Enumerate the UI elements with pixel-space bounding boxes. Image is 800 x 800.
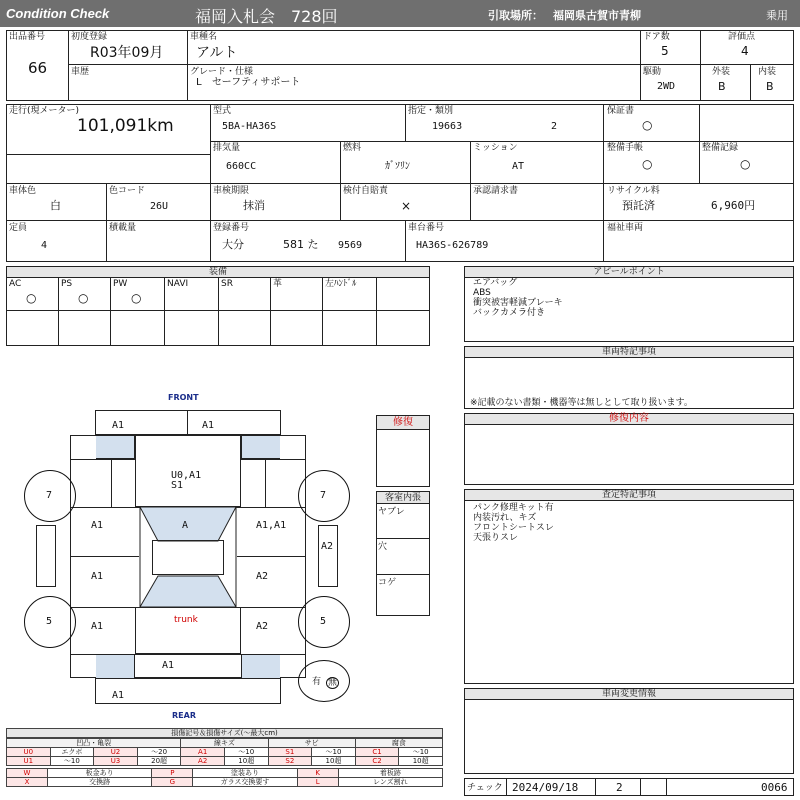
chassis-label: 車台番号 [408,223,445,233]
legend-desc: 交換跡 [48,778,152,787]
transmission: AT [512,161,525,172]
spare-no: 無 [328,678,338,688]
equipment-header: PW [113,279,128,289]
legend-desc: 〜10 [312,748,356,757]
color: 白 [50,199,61,212]
model-code: 5BA-HA36S [222,121,277,132]
mileage: 101,091km [77,116,174,136]
mileage-label: 走行(現メーター) [9,106,80,116]
warranty-label: 保証書 [607,106,635,116]
inspection-note-line: フロントシートスレ [473,523,554,533]
displacement-label: 排気量 [213,143,241,153]
history-label: 車歴 [71,67,90,77]
legend-group: 腐食 [355,739,442,748]
grade-label: グレード・仕様 [190,67,254,77]
plate-class: 581 た [283,238,319,251]
category-label: 乗用 [766,9,788,22]
exterior: B [718,80,726,93]
equipment-header: AC [9,279,22,289]
equipment-title: 装備 [7,267,429,278]
record: ○ [740,157,751,171]
exterior-label: 外装 [712,67,731,77]
first-reg-label: 初度登録 [71,32,108,42]
appeal-line: エアバッグ [473,278,518,288]
cabin-row-tear: ヤブレ [378,507,405,517]
tire-rr-value: 5 [320,616,327,627]
special-note: ※記載のない書類・機器等は無しとして取り扱います。 [470,398,693,408]
welfare-label: 福祉車両 [607,223,644,233]
inspection-note-line: パンク修理キット有 [473,503,554,513]
grade-right-door-rear: A2 [256,621,269,632]
legend-title: 損傷記号＆損傷サイズ(〜最大cm) [6,728,443,738]
legend-code: P [152,769,193,778]
tire-rl-value: 5 [46,616,53,627]
capacity-label: 定員 [9,223,28,233]
legend-desc: 10超 [224,757,268,766]
fuel: ｶﾞｿﾘﾝ [385,161,410,172]
grade-rear-panel: A1 [162,660,175,671]
equipment-value: ○ [26,291,37,305]
grade-right-door-front: A2 [256,571,269,582]
legend-code: S1 [268,748,312,757]
header-bar [0,0,800,27]
legend-desc: 板金あり [48,769,152,778]
brand-title: Condition Check [6,6,110,21]
fuel-label: 燃料 [343,143,362,153]
lot-no: 66 [28,59,48,77]
legend-desc: 塗装あり [193,769,297,778]
model-name-label: 車種名 [190,32,218,42]
roof-panel [152,540,224,575]
legend-code: C2 [355,757,399,766]
legend [6,728,443,787]
color-code-label: 色コード [109,186,146,196]
check-count: 2 [616,781,623,794]
legend-desc: レンズ割れ [338,778,442,787]
legend-desc: 20超 [137,757,181,766]
legend-group: 凹凸・亀裂 [7,739,181,748]
insurance-label: 検付自賠責 [343,186,389,196]
legend-desc: 10超 [399,757,443,766]
plate-no: 9569 [338,240,363,251]
capacity: 4 [41,240,48,251]
appeal-title: アピールポイント [465,267,793,278]
equipment-header: PS [61,279,73,289]
color-code: 26U [150,201,169,212]
legend-code: A2 [181,757,225,766]
designation-label: 指定・類別 [408,106,454,116]
drive-label: 駆動 [643,67,662,77]
equipment-header: NAVI [167,279,189,289]
score-label: 評価点 [728,32,756,42]
legend-desc: 〜10 [224,748,268,757]
appeal-line: バックカメラ付き [473,308,546,318]
first-reg: R03年09月 [90,45,164,61]
legend-group: サビ [268,739,355,748]
change-info-title: 車両変更情報 [465,689,793,700]
grade-roof: A [182,520,189,531]
legend-code: S2 [268,757,312,766]
inspection-notes-title: 査定特記事項 [465,490,793,501]
recycle-label: リサイクル料 [607,186,660,196]
interior: B [766,80,774,93]
legend-desc: 10超 [312,757,356,766]
repair-content-title: 修復内容 [465,414,793,425]
legend-desc: 着板跡 [338,769,442,778]
change-info-section [464,688,794,774]
legend-desc: 〜10 [50,757,94,766]
check-date: 2024/09/18 [512,781,579,794]
pickup-value: 福岡県古賀市青柳 [553,9,641,22]
special-title: 車両特記事項 [465,347,793,358]
grade-left-door-front: A1 [91,571,104,582]
warranty: ○ [642,118,653,132]
grade-front-bumper-left: A1 [112,420,125,431]
rear-label: REAR [172,711,196,720]
insurance: × [401,199,412,213]
legend-group: 線キズ [181,739,268,748]
cabin-interior-title: 客室内張 [377,492,429,504]
auction-title: 福岡入札会 728回 [195,7,338,26]
manual: ○ [642,157,653,171]
load-label: 積載量 [109,223,137,233]
legend-desc: ガラス交換要す [193,778,297,787]
grade-right-fender: A1,A1 [256,520,287,531]
cabin-row-hole: 穴 [378,542,388,552]
doors-label: ドア数 [643,32,670,42]
plate-area: 大分 [222,238,244,251]
legend-desc: エクボ [50,748,94,757]
chassis: HA36S-626789 [416,240,489,251]
appeal-line: ABS [473,288,491,298]
legend-code: W [7,769,48,778]
plate-label: 登録番号 [213,223,250,233]
inspection-label: 車検期限 [213,186,250,196]
repair-box-title: 修復 [377,416,429,430]
pickup-label: 引取場所： [488,9,543,22]
grade-rear-bumper: A1 [112,690,125,701]
right-mirror [318,525,338,587]
cabin-row-burn: コゲ [378,578,397,588]
recycle-status: 預託済 [622,199,655,212]
doors: 5 [661,44,669,58]
interior-label: 内装 [758,67,777,77]
approval-label: 承認請求書 [473,186,519,196]
grade-right-mirror: A2 [321,541,334,552]
trunk-label: trunk [174,615,198,625]
spare-tire [298,660,350,702]
grade-left-door-rear: A1 [91,621,104,632]
legend-desc: 〜20 [137,748,181,757]
inspection-notes-lines [473,503,554,543]
displacement: 660CC [226,161,257,172]
transmission-label: ミッション [473,143,518,153]
check-label: チェック [467,783,503,793]
inspection-note-line: 天張りスレ [473,533,519,543]
grade-front-bumper-right: A1 [202,420,215,431]
equipment-header: 左ﾊﾝﾄﾞﾙ [325,279,357,289]
manual-label: 整備手帳 [607,143,644,153]
front-label: FRONT [168,393,199,402]
appeal-line: 衝突被害軽減ブレーキ [473,298,563,308]
legend-code: U0 [7,748,51,757]
record-label: 整備記録 [702,143,739,153]
legend-code: G [152,778,193,787]
grade-hood-2: S1 [171,480,184,491]
legend-desc: 〜10 [399,748,443,757]
spare-yes: 有 [312,677,322,687]
equipment-value: ○ [78,291,89,305]
tire-fr-value: 7 [320,490,327,501]
grade-hood-1: U0,A1 [171,470,202,481]
model-code-label: 型式 [213,106,232,116]
score: 4 [741,44,749,58]
info-table-top [6,30,794,101]
lot-no-label: 出品番号 [9,32,46,42]
tire-fl-value: 7 [46,490,53,501]
classification: 2 [551,121,558,132]
model-name: アルト [196,45,238,61]
inspection: 抹消 [243,199,265,212]
legend-code: X [7,778,48,787]
appeal-lines [473,278,563,318]
drive: 2WD [657,81,676,92]
equipment-header: SR [221,279,233,289]
equipment-header: 革 [273,279,283,289]
legend-code: U1 [7,757,51,766]
designation: 19663 [432,121,463,132]
legend-code: K [297,769,338,778]
grade: L セーフティサポート [196,77,301,88]
check-number: 0066 [761,781,788,794]
recycle-fee: 6,960円 [711,199,756,212]
legend-code: L [297,778,338,787]
legend-code: A1 [181,748,225,757]
inspection-note-line: 内装汚れ、キズ [473,513,537,523]
grade-left-fender: A1 [91,520,104,531]
left-mirror [36,525,56,587]
legend-code: U3 [94,757,138,766]
color-label: 車体色 [9,186,37,196]
legend-code: C1 [355,748,399,757]
legend-code: U2 [94,748,138,757]
equipment-value: ○ [131,291,142,305]
